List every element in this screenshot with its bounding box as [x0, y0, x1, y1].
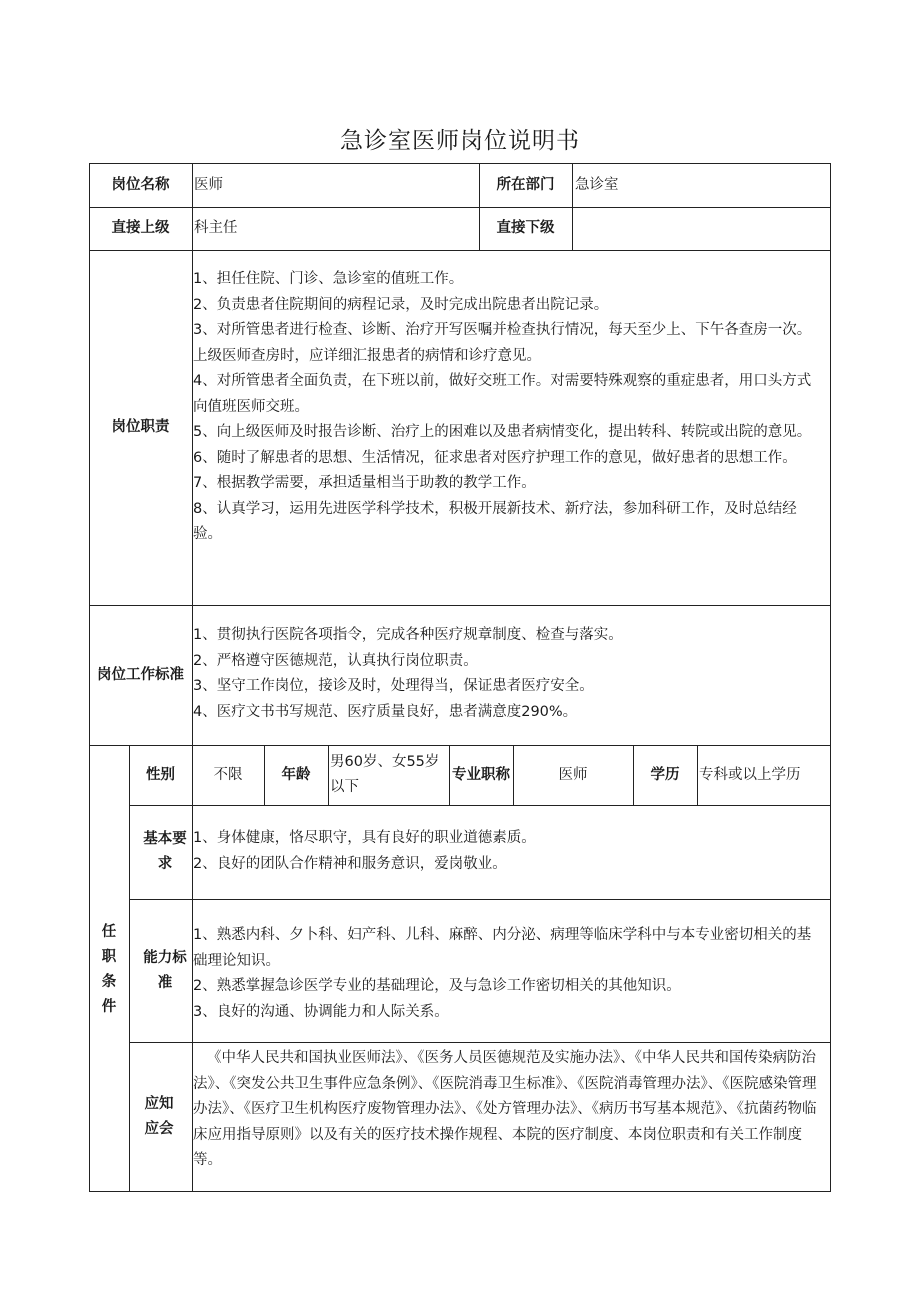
divider: [572, 163, 573, 250]
gender-value: 不限: [213, 766, 243, 783]
list-item: 3、坚守工作岗位，接诊及时，处理得当，保证患者医疗安全。: [193, 678, 594, 694]
age-value: 男60岁、女55岁以下: [330, 754, 440, 795]
list-item: 8、认真学习，运用先进医学科学技术，积极开展新技术、新疗法，参加科研工作，及时总结经验。: [193, 500, 797, 542]
divider: [328, 745, 329, 805]
divider: [89, 605, 831, 606]
divider: [697, 745, 698, 805]
list-item: 3、对所管患者进行检查、诊断、治疗开写医嘱并检查执行情况，每天至少上、下午各查房一次。上级医师查房时，应详细汇报患者的病情和诊疗意见。: [193, 322, 812, 364]
education-value: 专科或以上学历: [699, 766, 801, 783]
duties-list: [193, 267, 825, 548]
basic-requirements-list: [193, 826, 825, 877]
gender-label: 性别: [146, 766, 175, 783]
ability-standards-label: 能力标准: [143, 949, 187, 991]
list-item: 4、医疗文书书写规范、医疗质量良好，患者满意度290%。: [193, 703, 578, 720]
superior-label: 直接上级: [111, 220, 170, 236]
education-label: 学历: [650, 766, 680, 783]
department-label: 所在部门: [496, 176, 555, 193]
job-name-value: 医师: [194, 176, 223, 193]
divider: [449, 745, 450, 805]
standards-label: 岗位工作标准: [97, 666, 184, 683]
duties-label: 岗位职责: [111, 419, 170, 435]
subordinate-value: [575, 207, 825, 250]
required-knowledge-text: 《中华人民共和国执业医师法》、《医务人员医德规范及实施办法》、《中华人民共和国传染病防治法》、《突发公共卫生事件应急条例》、《医院消毒卫生标准》、《医院消毒管理办法》、《医院感染管理办法》、《医疗卫生机构医疗废物管理办法》、《处方管理办法》、《病历书写基本规范》、《抗菌药物临床应用指导原则》以及有关的医疗技术操作规程、本院的医疗制度、本岗位职责和有关工作制度等。: [193, 1050, 817, 1168]
page-title: 急诊室医师岗位说明书: [340, 128, 580, 154]
subordinate-label: 直接下级: [496, 220, 555, 236]
list-item: 2、良好的团队合作精神和服务意识，爱岗敬业。: [193, 855, 507, 872]
list-item: 1、身体健康，恪尽职守，具有良好的职业道德素质。: [193, 830, 536, 846]
divider: [129, 805, 831, 806]
list-item: 2、熟悉掌握急诊医学专业的基础理论，及与急诊工作密切相关的其他知识。: [193, 978, 681, 994]
basic-requirements-label: 基本要求: [143, 831, 187, 872]
divider: [129, 745, 130, 1192]
list-item: 3、良好的沟通、协调能力和人际关系。: [193, 1003, 449, 1020]
list-item: 6、随时了解患者的思想、生活情况，征求患者对医疗护理工作的意见，做好患者的思想工作。: [193, 449, 797, 466]
list-item: 2、负责患者住院期间的病程记录，及时完成出院患者出院记录。: [193, 296, 609, 313]
list-item: 4、对所管患者全面负责，在下班以前，做好交班工作。对需要特殊观察的重症患者，用口头方式向值班医师交班。: [193, 373, 812, 415]
list-item: 1、担任住院、门诊、急诊室的值班工作。: [193, 271, 464, 287]
age-label: 年龄: [281, 766, 311, 783]
list-item: 5、向上级医师及时报告诊断、治疗上的困难以及患者病情变化，提出转科、转院或出院的意见。: [193, 424, 812, 440]
department-value: 急诊室: [575, 176, 619, 193]
title-value: 医师: [558, 766, 588, 783]
qualifications-label: 任职条件: [101, 924, 117, 1015]
title-label: 专业职称: [452, 766, 510, 783]
list-item: 7、根据教学需要，承担适量相当于助教的教学工作。: [193, 475, 536, 491]
divider: [89, 250, 831, 251]
job-name-label: 岗位名称: [111, 176, 170, 193]
list-item: 1、贯彻执行医院各项指令，完成各种医疗规章制度、检查与落实。: [193, 627, 623, 643]
standards-list: [193, 623, 825, 725]
list-item: 1、熟悉内科、夕卜科、妇产科、儿科、麻醉、内分泌、病理等临床学科中与本专业密切相关的基础理论知识。: [193, 927, 812, 969]
divider: [129, 899, 831, 900]
divider: [129, 1042, 831, 1043]
required-knowledge-label: 应知应会: [144, 1096, 174, 1137]
list-item: 2、严格遵守医德规范，认真执行岗位职责。: [193, 652, 478, 669]
superior-value: 科主任: [194, 220, 238, 236]
ability-standards-list: [193, 923, 825, 1025]
